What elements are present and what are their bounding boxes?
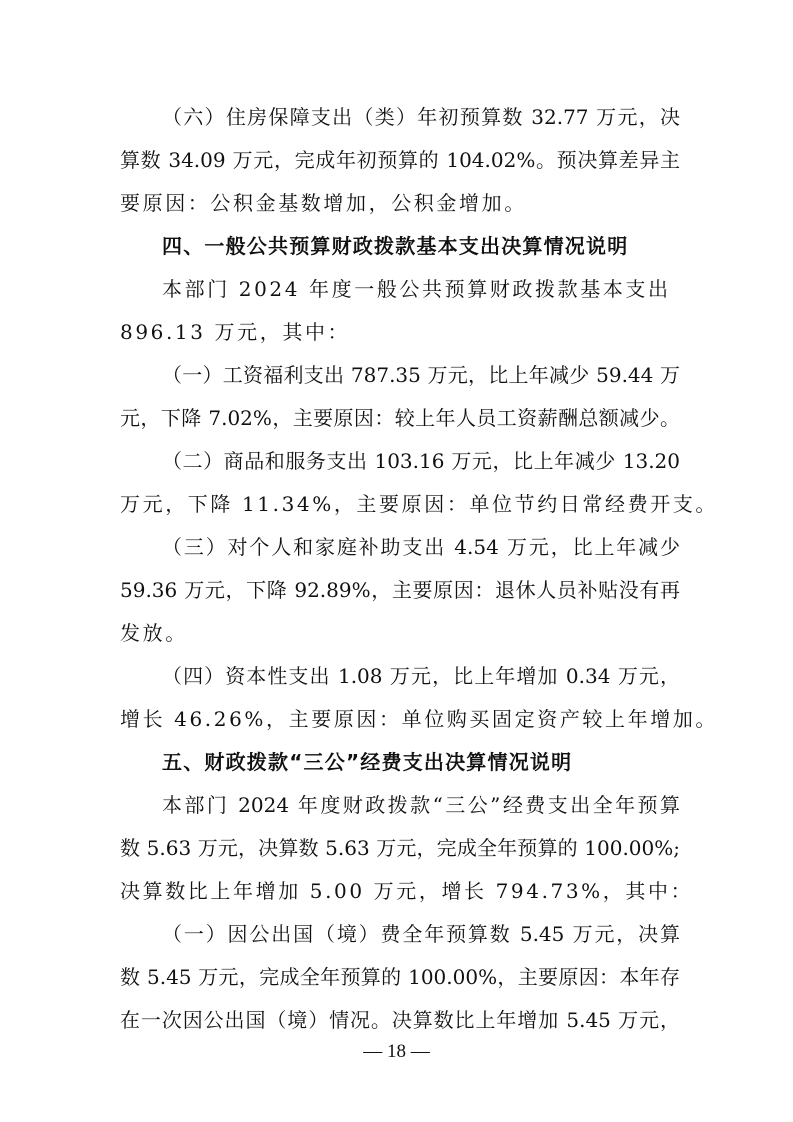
- paragraph-line: 896.13 万元，其中：: [120, 320, 351, 344]
- paragraph-line: （一）因公出国（境）费全年预算数 5.45 万元，决算: [162, 922, 680, 946]
- paragraph-line: （六）住房保障支出（类）年初预算数 32.77 万元，决: [162, 105, 680, 129]
- section-heading: 四、一般公共预算财政拨款基本支出决算情况说明: [162, 234, 629, 258]
- paragraph-line: 要原因：公积金基数增加，公积金增加。: [120, 191, 527, 215]
- paragraph-line: 增长 46.26%，主要原因：单位购买固定资产较上年增加。: [120, 707, 719, 731]
- paragraph-line: 万元，下降 11.34%，主要原因：单位节约日常经费开支。: [120, 492, 719, 516]
- paragraph-line: 数 5.45 万元，完成全年预算的 100.00%，主要原因：本年存: [120, 965, 680, 989]
- paragraph-line: 数 5.63 万元，决算数 5.63 万元，完成全年预算的 100.00%;: [120, 836, 680, 860]
- paragraph-line: 元，下降 7.02%，主要原因：较上年人员工资薪酬总额减少。: [120, 406, 680, 430]
- paragraph-line: （三）对个人和家庭补助支出 4.54 万元，比上年减少: [162, 535, 680, 559]
- paragraph-line: 发放。: [120, 621, 188, 645]
- paragraph-line: 决算数比上年增加 5.00 万元，增长 794.73%，其中：: [120, 879, 694, 903]
- paragraph-line: 59.36 万元，下降 92.89%，主要原因：退休人员补贴没有再: [120, 578, 680, 602]
- section-heading: 五、财政拨款“三公”经费支出决算情况说明: [162, 750, 573, 774]
- paragraph-line: （一）工资福利支出 787.35 万元，比上年减少 59.44 万: [162, 363, 680, 387]
- paragraph-line: 本部门 2024 年度一般公共预算财政拨款基本支出: [162, 277, 671, 301]
- paragraph-line: 在一次因公出国（境）情况。决算数比上年增加 5.45 万元，: [120, 1008, 680, 1032]
- paragraph-line: 算数 34.09 万元，完成年初预算的 104.02%。预决算差异主: [120, 148, 680, 172]
- paragraph-line: （二）商品和服务支出 103.16 万元，比上年减少 13.20: [162, 449, 680, 473]
- page-number: — 18 —: [363, 1041, 430, 1062]
- paragraph-line: （四）资本性支出 1.08 万元，比上年增加 0.34 万元，: [162, 664, 680, 688]
- paragraph-line: 本部门 2024 年度财政拨款“三公”经费支出全年预算: [162, 793, 680, 817]
